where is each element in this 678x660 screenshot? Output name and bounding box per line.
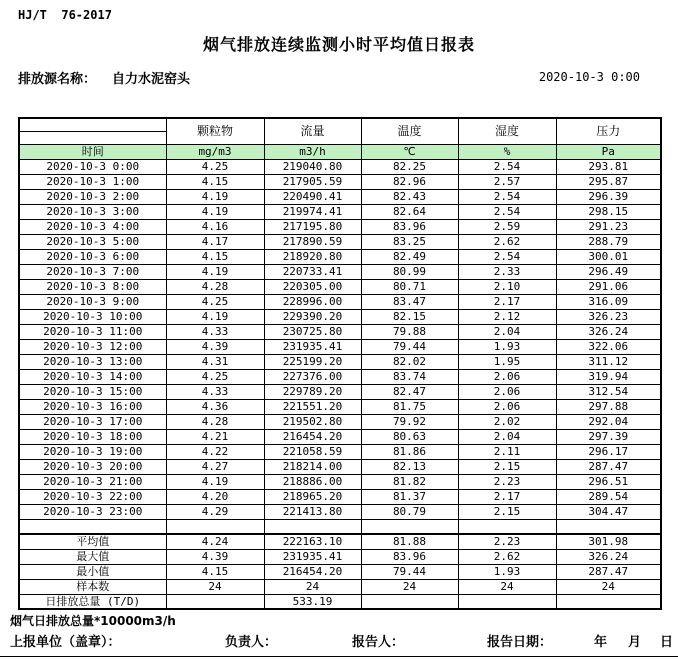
row-label-cell: 2020-10-3 13:00 xyxy=(19,354,166,369)
value-cell: 4.31 xyxy=(166,354,264,369)
value-cell: 4.19 xyxy=(166,309,264,324)
value-cell: 533.19 xyxy=(264,594,361,609)
value-cell: 1.95 xyxy=(458,354,556,369)
value-cell: 24 xyxy=(166,579,264,594)
monitoring-table xyxy=(18,117,662,610)
value-cell: 289.54 xyxy=(556,489,661,504)
value-cell: 221551.20 xyxy=(264,399,361,414)
value-cell: 82.47 xyxy=(361,384,458,399)
value-cell: 4.24 xyxy=(166,534,264,549)
value-cell: 81.75 xyxy=(361,399,458,414)
value-cell: 304.47 xyxy=(556,504,661,519)
value-cell: 218886.00 xyxy=(264,474,361,489)
value-cell: 2.62 xyxy=(458,549,556,564)
value-cell: 83.96 xyxy=(361,549,458,564)
value-cell: 2.17 xyxy=(458,294,556,309)
summary-row xyxy=(19,549,661,564)
value-cell: 2.54 xyxy=(458,159,556,174)
header-row-names xyxy=(19,118,661,131)
value-cell: 24 xyxy=(264,579,361,594)
value-cell: 293.81 xyxy=(556,159,661,174)
value-cell: 230725.80 xyxy=(264,324,361,339)
row-label-cell: 日排放总量 (T/D) xyxy=(19,594,166,609)
value-cell: 83.25 xyxy=(361,234,458,249)
value-cell: 2.06 xyxy=(458,384,556,399)
value-cell: 83.74 xyxy=(361,369,458,384)
value-cell: 218214.00 xyxy=(264,459,361,474)
value-cell: 24 xyxy=(556,579,661,594)
row-label-cell: 2020-10-3 6:00 xyxy=(19,249,166,264)
value-cell: 2.04 xyxy=(458,324,556,339)
row-label-cell: 2020-10-3 1:00 xyxy=(19,174,166,189)
value-cell: 229390.20 xyxy=(264,309,361,324)
row-label-cell: 2020-10-3 17:00 xyxy=(19,414,166,429)
table-row xyxy=(19,444,661,459)
column-header-pressure: 压力 xyxy=(556,118,661,144)
row-label-cell: 2020-10-3 3:00 xyxy=(19,204,166,219)
value-cell: 216454.20 xyxy=(264,564,361,579)
value-cell: 82.02 xyxy=(361,354,458,369)
day-label: 日 xyxy=(660,635,674,650)
value-cell: 81.88 xyxy=(361,534,458,549)
value-cell xyxy=(166,594,264,609)
row-label-cell: 样本数 xyxy=(19,579,166,594)
standard-number: HJ/T 76-2017 xyxy=(18,8,112,22)
value-cell: 291.06 xyxy=(556,279,661,294)
value-cell: 4.28 xyxy=(166,414,264,429)
summary-rows xyxy=(19,534,661,609)
value-cell: 81.86 xyxy=(361,444,458,459)
value-cell: 4.19 xyxy=(166,189,264,204)
value-cell: 296.49 xyxy=(556,264,661,279)
value-cell: 220305.00 xyxy=(264,279,361,294)
year-label: 年 xyxy=(594,635,608,650)
spacer-section xyxy=(19,519,661,534)
row-label-cell: 2020-10-3 11:00 xyxy=(19,324,166,339)
reporting-unit-label: 上报单位（盖章）： xyxy=(10,635,121,650)
row-label-cell: 2020-10-3 10:00 xyxy=(19,309,166,324)
value-cell: 2.06 xyxy=(458,369,556,384)
row-label-cell: 2020-10-3 19:00 xyxy=(19,444,166,459)
value-cell: 4.15 xyxy=(166,249,264,264)
value-cell: 221058.59 xyxy=(264,444,361,459)
table-row xyxy=(19,279,661,294)
value-cell: 4.33 xyxy=(166,324,264,339)
value-cell: 79.44 xyxy=(361,339,458,354)
unit-temperature: ℃ xyxy=(361,144,458,159)
table-row xyxy=(19,504,661,519)
value-cell: 2.06 xyxy=(458,399,556,414)
value-cell: 316.09 xyxy=(556,294,661,309)
value-cell: 297.39 xyxy=(556,429,661,444)
value-cell: 4.15 xyxy=(166,564,264,579)
value-cell: 82.96 xyxy=(361,174,458,189)
value-cell: 287.47 xyxy=(556,459,661,474)
value-cell: 79.88 xyxy=(361,324,458,339)
summary-row xyxy=(19,564,661,579)
row-label-cell: 2020-10-3 2:00 xyxy=(19,189,166,204)
value-cell: 220733.41 xyxy=(264,264,361,279)
value-cell: 2.54 xyxy=(458,204,556,219)
table-row xyxy=(19,174,661,189)
value-cell: 292.04 xyxy=(556,414,661,429)
row-label-cell: 2020-10-3 9:00 xyxy=(19,294,166,309)
value-cell: 221413.80 xyxy=(264,504,361,519)
row-label-cell: 平均值 xyxy=(19,534,166,549)
value-cell: 4.29 xyxy=(166,504,264,519)
value-cell: 2.04 xyxy=(458,429,556,444)
unit-pressure: Pa xyxy=(556,144,661,159)
value-cell: 2.12 xyxy=(458,309,556,324)
value-cell: 2.33 xyxy=(458,264,556,279)
value-cell: 4.22 xyxy=(166,444,264,459)
value-cell: 4.27 xyxy=(166,459,264,474)
value-cell: 231935.41 xyxy=(264,549,361,564)
value-cell: 220490.41 xyxy=(264,189,361,204)
value-cell: 24 xyxy=(458,579,556,594)
column-header-temperature: 温度 xyxy=(361,118,458,144)
data-rows xyxy=(19,159,661,519)
value-cell: 80.79 xyxy=(361,504,458,519)
value-cell: 296.51 xyxy=(556,474,661,489)
time-header: 时间 xyxy=(19,144,166,159)
value-cell: 225199.20 xyxy=(264,354,361,369)
value-cell: 4.36 xyxy=(166,399,264,414)
unit-flow: m3/h xyxy=(264,144,361,159)
table-row xyxy=(19,474,661,489)
table-row xyxy=(19,399,661,414)
value-cell: 288.79 xyxy=(556,234,661,249)
value-cell: 219040.80 xyxy=(264,159,361,174)
table-row xyxy=(19,219,661,234)
time-header-lower-cell xyxy=(19,131,166,144)
row-label-cell: 2020-10-3 5:00 xyxy=(19,234,166,249)
value-cell: 4.19 xyxy=(166,264,264,279)
value-cell xyxy=(361,594,458,609)
time-header-upper-cell xyxy=(19,118,166,131)
value-cell: 82.13 xyxy=(361,459,458,474)
spacer-row xyxy=(19,519,661,534)
value-cell: 4.19 xyxy=(166,204,264,219)
value-cell: 2.15 xyxy=(458,459,556,474)
emission-source-name: 自力水泥窑头 xyxy=(112,72,191,87)
value-cell: 298.15 xyxy=(556,204,661,219)
value-cell: 229789.20 xyxy=(264,384,361,399)
summary-row xyxy=(19,579,661,594)
value-cell: 326.24 xyxy=(556,549,661,564)
value-cell: 79.92 xyxy=(361,414,458,429)
value-cell: 291.23 xyxy=(556,219,661,234)
row-label-cell: 2020-10-3 14:00 xyxy=(19,369,166,384)
value-cell: 326.23 xyxy=(556,309,661,324)
table-header xyxy=(19,118,661,159)
table-row xyxy=(19,189,661,204)
value-cell xyxy=(556,594,661,609)
value-cell: 4.39 xyxy=(166,549,264,564)
value-cell: 82.64 xyxy=(361,204,458,219)
table-row xyxy=(19,204,661,219)
emission-source-label: 排放源名称： xyxy=(18,72,97,87)
value-cell: 2.02 xyxy=(458,414,556,429)
value-cell: 4.25 xyxy=(166,294,264,309)
table-row xyxy=(19,339,661,354)
value-cell: 218920.80 xyxy=(264,249,361,264)
value-cell: 79.44 xyxy=(361,564,458,579)
value-cell: 82.25 xyxy=(361,159,458,174)
value-cell: 2.23 xyxy=(458,474,556,489)
value-cell: 301.98 xyxy=(556,534,661,549)
value-cell: 296.39 xyxy=(556,189,661,204)
value-cell: 326.24 xyxy=(556,324,661,339)
value-cell: 2.11 xyxy=(458,444,556,459)
table-row xyxy=(19,429,661,444)
value-cell: 218965.20 xyxy=(264,489,361,504)
table-row xyxy=(19,159,661,174)
header-row-units xyxy=(19,144,661,159)
month-label: 月 xyxy=(628,635,642,650)
table-row xyxy=(19,489,661,504)
value-cell: 82.15 xyxy=(361,309,458,324)
value-cell: 1.93 xyxy=(458,339,556,354)
row-label-cell: 最小值 xyxy=(19,564,166,579)
value-cell: 2.54 xyxy=(458,249,556,264)
row-label-cell: 2020-10-3 12:00 xyxy=(19,339,166,354)
value-cell: 217905.59 xyxy=(264,174,361,189)
value-cell: 2.23 xyxy=(458,534,556,549)
value-cell: 2.62 xyxy=(458,234,556,249)
value-cell: 80.71 xyxy=(361,279,458,294)
value-cell: 311.12 xyxy=(556,354,661,369)
value-cell: 80.63 xyxy=(361,429,458,444)
reporter-label: 报告人： xyxy=(352,635,405,650)
table-row xyxy=(19,264,661,279)
value-cell: 4.21 xyxy=(166,429,264,444)
row-label-cell: 2020-10-3 8:00 xyxy=(19,279,166,294)
row-label-cell: 2020-10-3 4:00 xyxy=(19,219,166,234)
row-label-cell: 最大值 xyxy=(19,549,166,564)
value-cell: 312.54 xyxy=(556,384,661,399)
value-cell: 216454.20 xyxy=(264,429,361,444)
table-row xyxy=(19,369,661,384)
value-cell: 2.17 xyxy=(458,489,556,504)
value-cell: 2.57 xyxy=(458,174,556,189)
page-title: 烟气排放连续监测小时平均值日报表 xyxy=(202,35,475,54)
value-cell: 82.43 xyxy=(361,189,458,204)
table-row xyxy=(19,384,661,399)
row-label-cell: 2020-10-3 20:00 xyxy=(19,459,166,474)
table-row xyxy=(19,309,661,324)
row-label-cell: 2020-10-3 22:00 xyxy=(19,489,166,504)
value-cell: 4.25 xyxy=(166,369,264,384)
value-cell: 82.49 xyxy=(361,249,458,264)
row-label-cell: 2020-10-3 18:00 xyxy=(19,429,166,444)
column-header-particulate: 颗粒物 xyxy=(166,118,264,144)
value-cell: 2.59 xyxy=(458,219,556,234)
row-label-cell: 2020-10-3 21:00 xyxy=(19,474,166,489)
value-cell: 295.87 xyxy=(556,174,661,189)
value-cell: 287.47 xyxy=(556,564,661,579)
summary-row xyxy=(19,534,661,549)
row-label-cell: 2020-10-3 23:00 xyxy=(19,504,166,519)
row-label-cell: 2020-10-3 15:00 xyxy=(19,384,166,399)
value-cell: 81.37 xyxy=(361,489,458,504)
report-date-label: 报告日期： xyxy=(487,635,553,650)
value-cell: 228996.00 xyxy=(264,294,361,309)
total-emission-note: 烟气日排放总量*10000m3/h xyxy=(10,614,176,628)
value-cell: 81.82 xyxy=(361,474,458,489)
value-cell: 231935.41 xyxy=(264,339,361,354)
value-cell: 296.17 xyxy=(556,444,661,459)
value-cell: 4.16 xyxy=(166,219,264,234)
row-label-cell: 2020-10-3 16:00 xyxy=(19,399,166,414)
value-cell xyxy=(458,594,556,609)
summary-row xyxy=(19,594,661,609)
emission-source-line xyxy=(18,68,190,87)
value-cell: 2.54 xyxy=(458,189,556,204)
value-cell: 2.15 xyxy=(458,504,556,519)
value-cell: 217890.59 xyxy=(264,234,361,249)
value-cell: 219502.80 xyxy=(264,414,361,429)
column-header-humidity: 湿度 xyxy=(458,118,556,144)
bottom-divider xyxy=(0,656,678,657)
unit-humidity: % xyxy=(458,144,556,159)
value-cell: 4.20 xyxy=(166,489,264,504)
value-cell: 4.19 xyxy=(166,474,264,489)
value-cell: 219974.41 xyxy=(264,204,361,219)
value-cell: 4.17 xyxy=(166,234,264,249)
value-cell: 4.28 xyxy=(166,279,264,294)
value-cell: 1.93 xyxy=(458,564,556,579)
table-row xyxy=(19,414,661,429)
table-row xyxy=(19,294,661,309)
value-cell: 222163.10 xyxy=(264,534,361,549)
unit-particulate: mg/m3 xyxy=(166,144,264,159)
value-cell: 300.01 xyxy=(556,249,661,264)
table-row xyxy=(19,354,661,369)
row-label-cell: 2020-10-3 7:00 xyxy=(19,264,166,279)
column-header-flow: 流量 xyxy=(264,118,361,144)
table-row xyxy=(19,234,661,249)
table-row xyxy=(19,249,661,264)
value-cell: 4.33 xyxy=(166,384,264,399)
value-cell: 297.88 xyxy=(556,399,661,414)
value-cell: 2.10 xyxy=(458,279,556,294)
value-cell: 4.25 xyxy=(166,159,264,174)
value-cell: 227376.00 xyxy=(264,369,361,384)
row-label-cell: 2020-10-3 0:00 xyxy=(19,159,166,174)
value-cell: 24 xyxy=(361,579,458,594)
value-cell: 217195.80 xyxy=(264,219,361,234)
value-cell: 319.94 xyxy=(556,369,661,384)
value-cell: 4.15 xyxy=(166,174,264,189)
value-cell: 80.99 xyxy=(361,264,458,279)
table-row xyxy=(19,459,661,474)
report-time: 2020-10-3 0:00 xyxy=(538,70,640,84)
table-row xyxy=(19,324,661,339)
value-cell: 83.47 xyxy=(361,294,458,309)
value-cell: 83.96 xyxy=(361,219,458,234)
value-cell: 322.06 xyxy=(556,339,661,354)
responsible-person-label: 负责人： xyxy=(225,635,278,650)
value-cell: 4.39 xyxy=(166,339,264,354)
